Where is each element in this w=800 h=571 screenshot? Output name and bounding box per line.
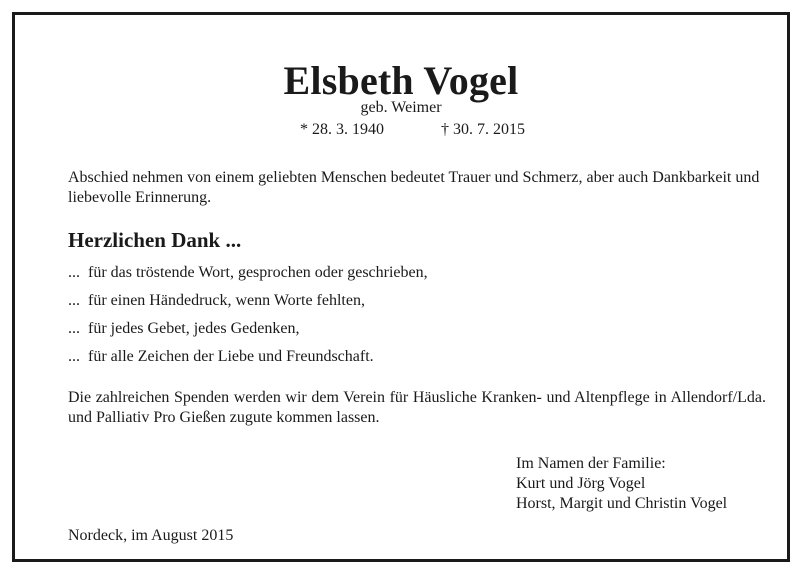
family-signature <box>516 454 727 514</box>
deceased-name: Elsbeth Vogel <box>283 58 519 103</box>
signature-line: Im Namen der Familie: <box>516 455 666 472</box>
donation-paragraph: Die zahlreichen Spenden werden wir dem Verein für Häusliche Kranken- und Altenpflege in Allendorf/Lda. und Palliativ Pro Gießen zugute kommen lassen. <box>68 389 766 426</box>
signature-line: Kurt und Jörg Vogel <box>516 475 646 492</box>
notice-border <box>12 12 790 562</box>
thanks-line <box>68 264 428 282</box>
thanks-line <box>68 348 374 366</box>
death-date: † 30. 7. 2015 <box>441 121 525 138</box>
thanks-text: für alle Zeichen der Liebe und Freundschaft. <box>88 348 374 365</box>
ellipsis: ... <box>68 320 80 337</box>
ellipsis: ... <box>68 264 80 281</box>
signature-line: Horst, Margit und Christin Vogel <box>516 495 728 512</box>
thanks-heading: Herzlichen Dank ... <box>68 228 242 252</box>
maiden-name: geb. Weimer <box>360 99 442 116</box>
place-and-date: Nordeck, im August 2015 <box>68 527 234 544</box>
intro-paragraph: Abschied nehmen von einem geliebten Menschen bedeutet Trauer und Schmerz, aber auch Dankbarkeit und liebevolle Erinnerung. <box>68 169 760 206</box>
thanks-line <box>68 320 299 338</box>
thanks-line <box>68 292 365 310</box>
ellipsis: ... <box>68 292 80 309</box>
thanks-text: für einen Händedruck, wenn Worte fehlten, <box>88 292 365 309</box>
thanks-text: für jedes Gebet, jedes Gedenken, <box>88 320 300 337</box>
birth-date: * 28. 3. 1940 <box>300 121 384 138</box>
thanks-text: für das tröstende Wort, gesprochen oder geschrieben, <box>88 264 428 281</box>
ellipsis: ... <box>68 348 80 365</box>
